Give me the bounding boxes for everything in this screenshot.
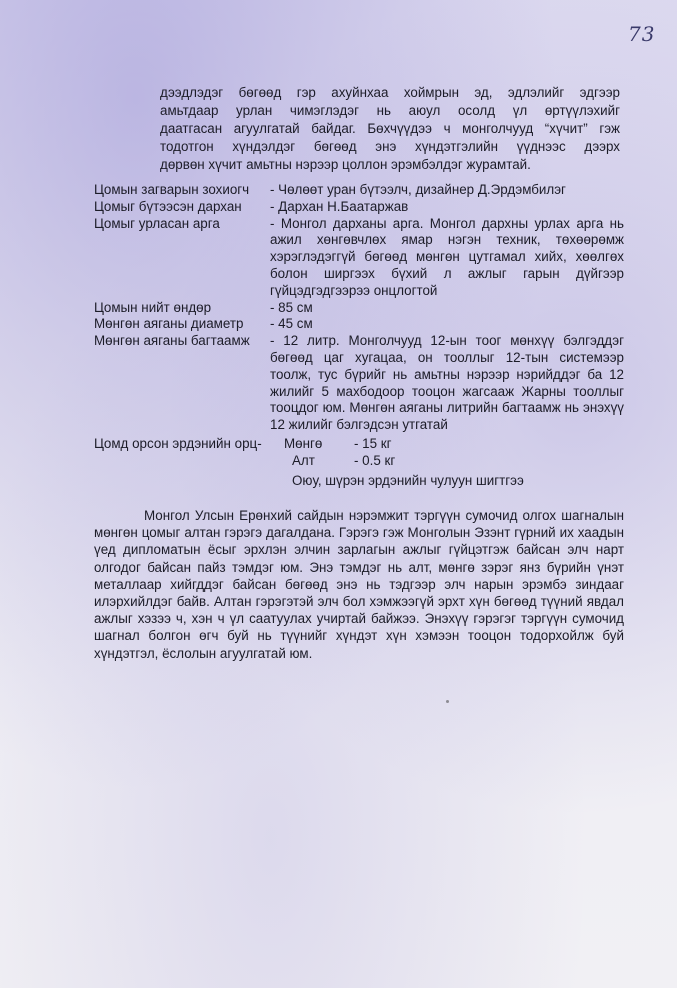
detail-label: Цомын загварын зохиогч [94, 182, 250, 197]
material-name: Мөнгө [284, 435, 323, 451]
intro-line: тодотгон хүндэлдэг бөгөөд энэ хүндэтгэлийн үүднээс дээрх [160, 139, 620, 154]
material-name: Алт [292, 452, 315, 468]
material-amount: - 15 кг [354, 435, 392, 451]
detail-value: - Дархан Н.Баатаржав [270, 198, 409, 214]
detail-row-method [94, 216, 624, 300]
scan-speck [446, 700, 449, 703]
detail-row-capacity [94, 333, 624, 434]
detail-row-height [94, 300, 624, 317]
detail-label: Цомын нийт өндөр [94, 299, 212, 315]
detail-row-maker [94, 199, 624, 216]
detail-label: Цомыг урласан арга [94, 215, 220, 231]
materials-list [284, 453, 624, 470]
detail-row-materials [94, 436, 624, 453]
detail-label: Мөнгөн аяганы диаметр [94, 316, 244, 332]
detail-value: - Чөлөөт уран бүтээлч, дизайнер Д.Эрдэмбилэг [270, 182, 566, 197]
page-number: 73 [628, 22, 656, 46]
detail-label: Цомд орсон эрдэнийн орц- [94, 435, 262, 451]
trophy-details [94, 182, 624, 489]
detail-value: - Монгол дарханы арга. Монгол дархны урлах арга нь ажил хөнгөвчлөх ямар нэгэн техник, төхөөрөмж хэрэглэдэггүй бөгөөд мөнгөн цутгамал хийх, хөөлгөх болон ширгээх бүхий л ажлыг гарын дүйгээр гүйцэдгэдгээрээ онцлогтой [270, 215, 624, 298]
detail-value: - 85 см [270, 299, 313, 315]
intro-line: дээдлэдэг бөгөөд гэр ахуйнхаа хоймрын эд, эдлэлийг эдгээр [160, 85, 620, 100]
detail-row-diameter [94, 316, 624, 333]
material-amount: - 0.5 кг [354, 452, 396, 468]
material-row [284, 453, 624, 470]
detail-label: Цомыг бүтээсэн дархан [94, 198, 242, 214]
materials-note: Оюу, шүрэн эрдэнийн чулуун шигтгээ [292, 472, 524, 488]
detail-row-designer [94, 182, 624, 199]
detail-label: Мөнгөн аяганы багтаамж [94, 333, 250, 349]
detail-value: - 12 литр. Монголчууд 12-ын тоог мөнхүү бэлгэддэг бөгөөд цаг хугацаа, он тооллыг 12-тын системээр тоолж, тус бүрийг нь амьтны нэрээр нэрийддэг ба 12 жилийг 5 махбодоор тооцон жагсааж Жарны тооллыг тооцдог юм. Мөнгөн аяганы литрийн багтаамж нь энэхүү 12 жилийг бэлгэдсэн утгатай [270, 333, 624, 433]
intro-line: амьтдаар урлан чимэглэдэг нь аюул осолд үл өртүүлэхийг [160, 103, 620, 118]
intro-line: дөрвөн хүчит амьтны нэрээр цоллон эрэмбэлдэг журамтай. [160, 157, 531, 172]
detail-value: - 45 см [270, 316, 313, 332]
body-paragraph: Монгол Улсын Ерөнхий сайдын нэрэмжит тэргүүн сумочид олгох шагналын мөнгөн цомыг алтан гэрэгэ дагалдана. Гэрэгэ гэж Монголын Эзэнт гүрний их хаадын үед дипломатын ёсыг эрхлэн элчин зарлагын ажлыг гүйцэтгэж байсан элч нарт олгодог байсан пайз тэмдэг юм. Энэ тэмдэг нь алт, мөнгө зэрэг янз бүрийн үнэт металлаар хийгддэг байсан бөгөөд энэ нь тэдгээр элч нарын эрэмбэ зиндааг илэрхийлдэг байв. Алтан гэрэгэтэй элч бол хэмжээгүй эрхт хүн бөгөөд түүний явдал ажлыг хэзээ ч, хэн ч үл саатуулах учиртай байжээ. Энэхүү гэрэгэг тэргүүн сумочид шагнал болгон өгч буй нь түүнийг хүндэт хүн хэмээн тооцон тодорхойлж буй хүндэтгэл, ёслолын агуулгатай юм. [94, 508, 624, 661]
intro-paragraph [160, 84, 620, 174]
intro-line: даатгасан агуулгатай байдаг. Бөхчүүдээ ч монголчууд “хүчит” гэж [160, 121, 620, 136]
